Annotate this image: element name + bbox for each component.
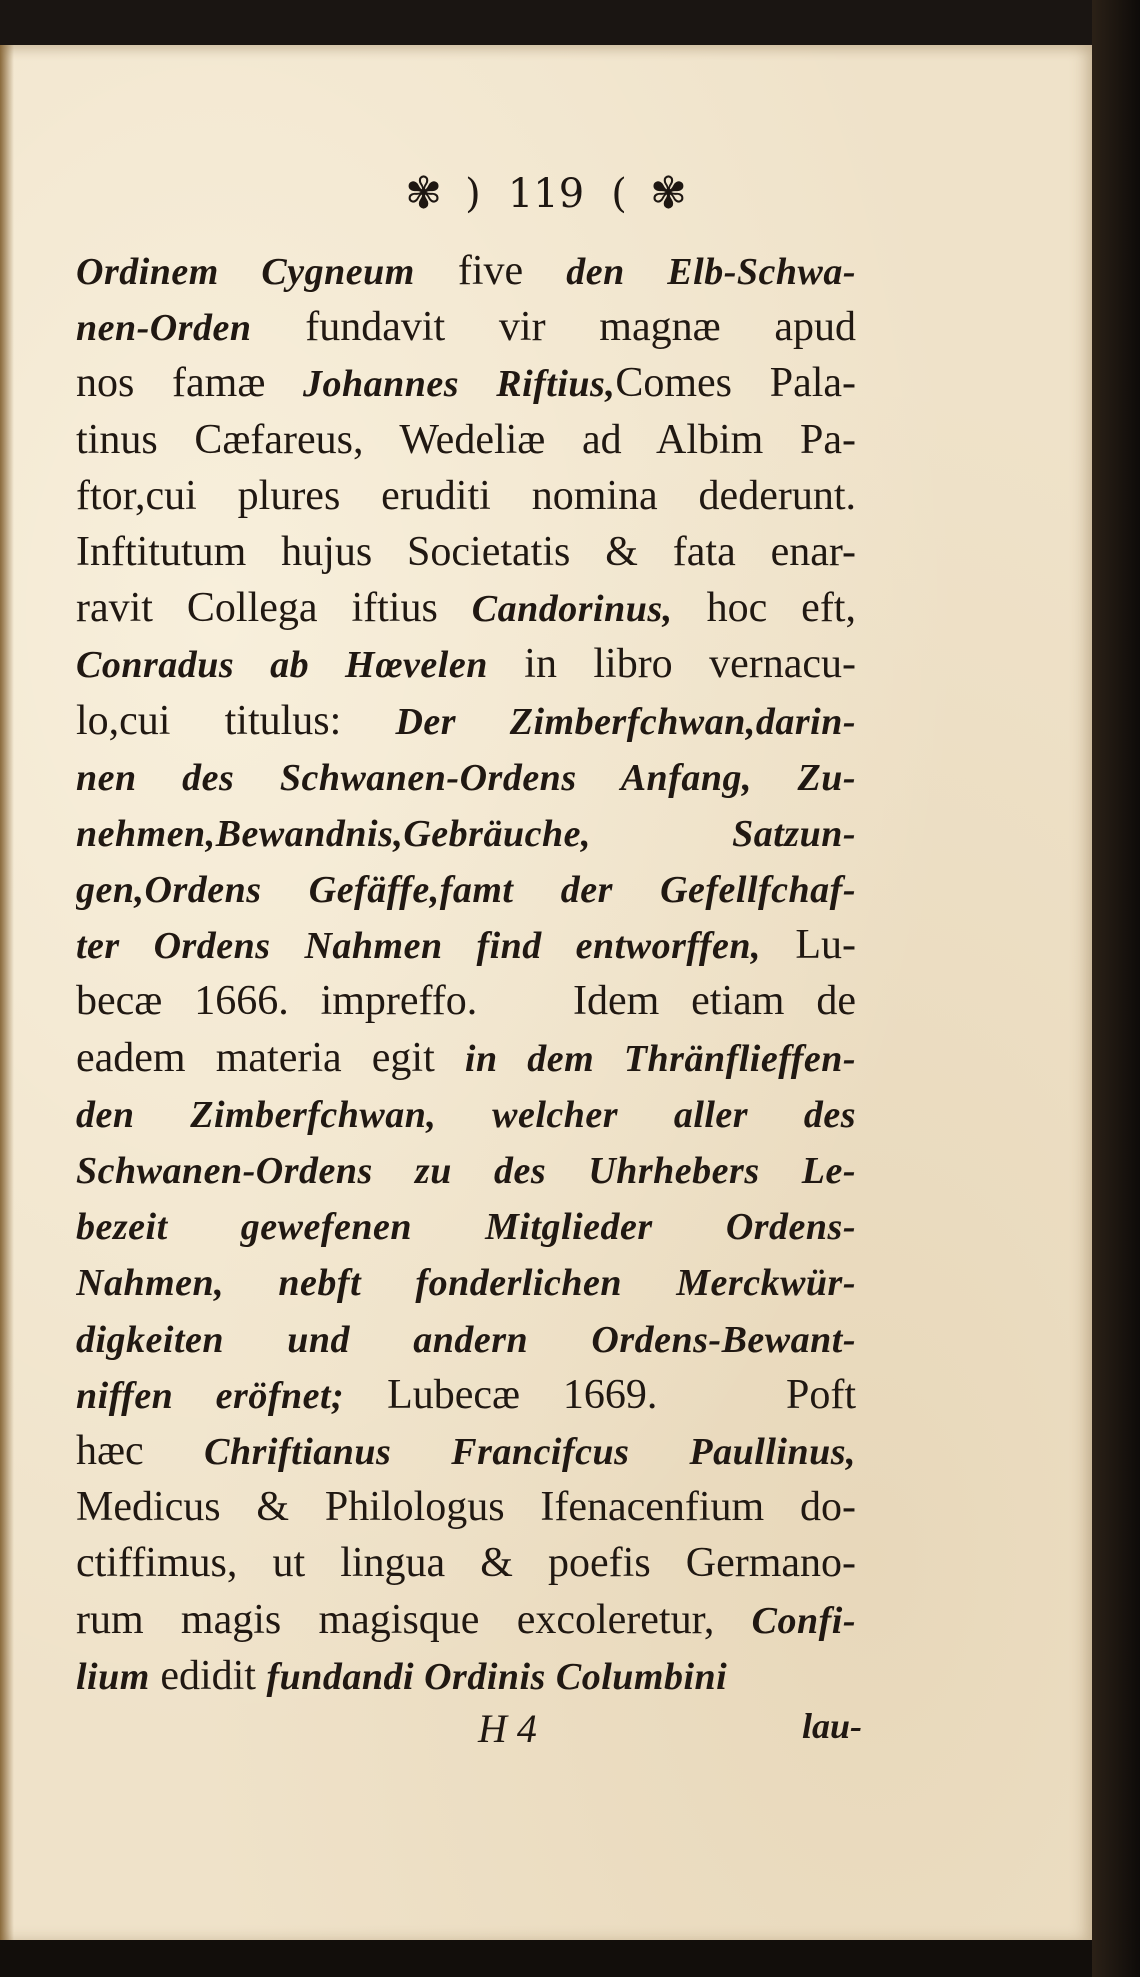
italic-text-segment: Chriftianus Francifcus Paullinus, — [204, 1430, 856, 1473]
text-line — [76, 468, 856, 524]
roman-text-segment: Inftitutum hujus Societatis & fata enar- — [76, 528, 856, 575]
text-line — [76, 1479, 856, 1535]
italic-text-segment: nehmen,Bewandnis,Gebräuche, Satzun- — [76, 812, 856, 855]
italic-text-segment: Nahmen, nebft fonderlichen Merckwür- — [76, 1262, 856, 1305]
text-line — [76, 636, 856, 692]
text-line — [76, 580, 856, 636]
italic-text-segment: ter Ordens Nahmen find entworffen, — [76, 925, 761, 968]
italic-text-segment: Ordinem Cygneum — [76, 251, 415, 293]
text-line — [76, 1367, 856, 1423]
text-line — [76, 1311, 856, 1367]
roman-text-segment: ctiffimus, ut lingua & poefis Germano- — [76, 1540, 856, 1587]
italic-text-segment: digkeiten und andern Ordens-Bewant- — [76, 1318, 856, 1361]
roman-text-segment: hæc — [76, 1427, 205, 1474]
page-bottom-shadow — [0, 1940, 1092, 1977]
italic-text-segment: gen,Ordens Gefäffe,famt der Gefellfchaf- — [76, 869, 856, 912]
roman-text-segment: Comes Pala- — [615, 360, 856, 407]
page-footer — [76, 1705, 862, 1761]
text-line — [76, 243, 856, 299]
roman-text-segment: lo,cui titulus: — [76, 697, 396, 744]
roman-text-segment: hoc eft, — [672, 585, 856, 632]
italic-text-segment: Der Zimberfchwan,darin- — [395, 700, 856, 743]
text-line — [76, 1086, 856, 1142]
right-paren: ( — [611, 170, 627, 217]
italic-text-segment: den Zimberfchwan, welcher aller des — [76, 1093, 856, 1136]
roman-text-segment: Medicus & Philologus Ifenacenfium do- — [76, 1484, 856, 1531]
text-line — [76, 1648, 856, 1704]
text-line — [76, 973, 856, 1029]
text-line — [76, 805, 856, 861]
roman-text-segment: becæ 1666. impreffo. Idem etiam de — [76, 978, 856, 1025]
page-gutter-shadow — [0, 45, 14, 1940]
italic-text-segment: Conradus ab Hœvelen — [76, 644, 488, 687]
left-paren: ) — [465, 170, 481, 217]
roman-text-segment: tinus Cæfareus, Wedeliæ ad Albim Pa- — [76, 416, 856, 463]
roman-text-segment: ravit Collega iftius — [76, 585, 472, 632]
text-line — [76, 861, 856, 917]
catchword: lau- — [801, 1706, 862, 1746]
italic-text-segment: lium — [76, 1655, 150, 1698]
text-line — [76, 693, 856, 749]
text-line — [76, 355, 856, 411]
text-line — [76, 299, 856, 355]
italic-text-segment: den Elb-Schwa- — [566, 251, 856, 293]
text-line — [76, 1535, 856, 1591]
roman-text-segment: fundavit vir magnæ apud — [251, 304, 856, 351]
right-ornament-icon: ✾ — [649, 168, 687, 219]
italic-text-segment: bezeit gewefenen Mitglieder Ordens- — [76, 1206, 856, 1249]
roman-text-segment: edidit — [149, 1652, 267, 1699]
italic-text-segment: nen des Schwanen-Ordens Anfang, Zu- — [76, 756, 856, 799]
page-number: 119 — [507, 170, 585, 217]
text-line — [76, 524, 856, 580]
book-edge-dark — [1092, 0, 1140, 1977]
roman-text-segment: five — [414, 248, 567, 294]
italic-text-segment: nen-Orden — [76, 307, 252, 350]
roman-text-segment: Lu- — [760, 922, 856, 969]
text-line — [76, 1423, 856, 1479]
text-line — [76, 1030, 856, 1086]
roman-text-segment: Lubecæ 1669. Poft — [344, 1371, 856, 1418]
roman-text-segment: in libro vernacu- — [487, 641, 856, 688]
text-line — [76, 749, 856, 805]
text-line — [76, 1142, 856, 1198]
italic-text-segment: Confi- — [751, 1599, 856, 1642]
italic-text-segment: Candorinus, — [471, 588, 673, 631]
italic-text-segment: in dem Thränflieffen- — [464, 1037, 856, 1080]
text-line — [76, 917, 856, 973]
italic-text-segment: niffen eröfnet; — [76, 1374, 345, 1417]
roman-text-segment: ftor,cui plures eruditi nomina dederunt. — [76, 472, 856, 519]
body-text — [76, 243, 856, 1704]
text-line — [76, 1592, 856, 1648]
text-line — [76, 412, 856, 468]
roman-text-segment: nos famæ — [76, 360, 304, 407]
text-line — [76, 1254, 856, 1310]
italic-text-segment: Schwanen-Ordens zu des Uhrhebers Le- — [76, 1150, 856, 1192]
italic-text-segment: fundandi Ordinis Columbini — [266, 1655, 728, 1698]
roman-text-segment: rum magis magisque excoleretur, — [76, 1596, 752, 1643]
running-head — [0, 168, 1092, 228]
left-ornament-icon: ✾ — [405, 168, 443, 219]
roman-text-segment: eadem materia egit — [76, 1034, 465, 1081]
text-line — [76, 1198, 856, 1254]
signature-mark: H 4 — [478, 1706, 537, 1751]
italic-text-segment: Johannes Riftius, — [303, 363, 616, 406]
